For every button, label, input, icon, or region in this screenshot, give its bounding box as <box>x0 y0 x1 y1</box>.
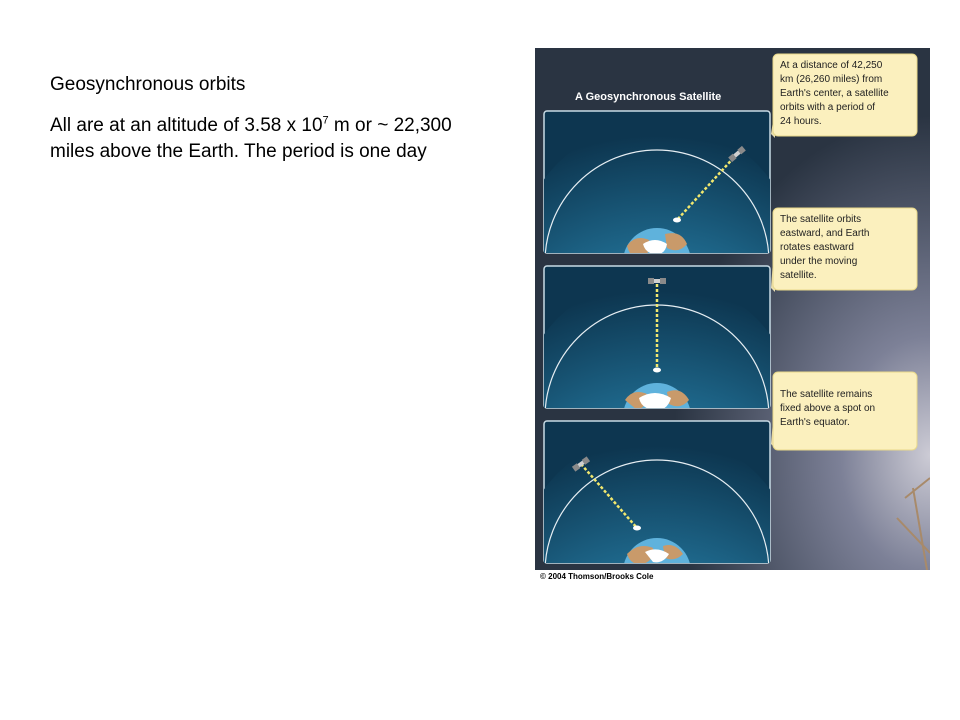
callout-line: km (26,260 miles) from <box>780 74 883 85</box>
callout-line: The satellite remains <box>780 389 873 400</box>
ground-station <box>633 526 641 531</box>
callout-line: fixed above a spot on <box>780 403 876 414</box>
exponent: 7 <box>322 114 329 127</box>
callout-line: orbits with a period of <box>780 102 876 113</box>
geosynchronous-satellite-figure <box>535 48 930 570</box>
callout-2 <box>771 208 917 292</box>
slide-body-text <box>50 113 495 165</box>
callout-line: The satellite orbits <box>780 214 862 225</box>
orbit-panel-3 <box>535 421 797 570</box>
slide-title: Geosynchronous orbits <box>50 74 246 95</box>
callout-3 <box>771 372 917 450</box>
callout-line: Earth's center, a satellite <box>780 88 889 99</box>
callout-line: under the moving <box>780 256 858 267</box>
body-text-part2: m or ~ 22,300 miles above the Earth. The period is one day <box>50 115 452 162</box>
callout-line: eastward, and Earth <box>780 228 870 239</box>
body-text-part1: All are at an altitude of 3.58 x 10 <box>50 115 323 136</box>
callout-1 <box>771 54 917 138</box>
ground-station <box>673 218 681 223</box>
callout-line: 24 hours. <box>780 116 822 127</box>
callout-line: satellite. <box>780 270 817 281</box>
callout-line: At a distance of 42,250 <box>780 60 883 71</box>
callout-line: Earth's equator. <box>780 417 850 428</box>
ground-station <box>653 368 661 373</box>
callout-line: rotates eastward <box>780 242 854 253</box>
figure-heading: A Geosynchronous Satellite <box>575 91 722 103</box>
figure-svg <box>535 48 930 570</box>
copyright-credit: © 2004 Thomson/Brooks Cole <box>540 572 654 581</box>
